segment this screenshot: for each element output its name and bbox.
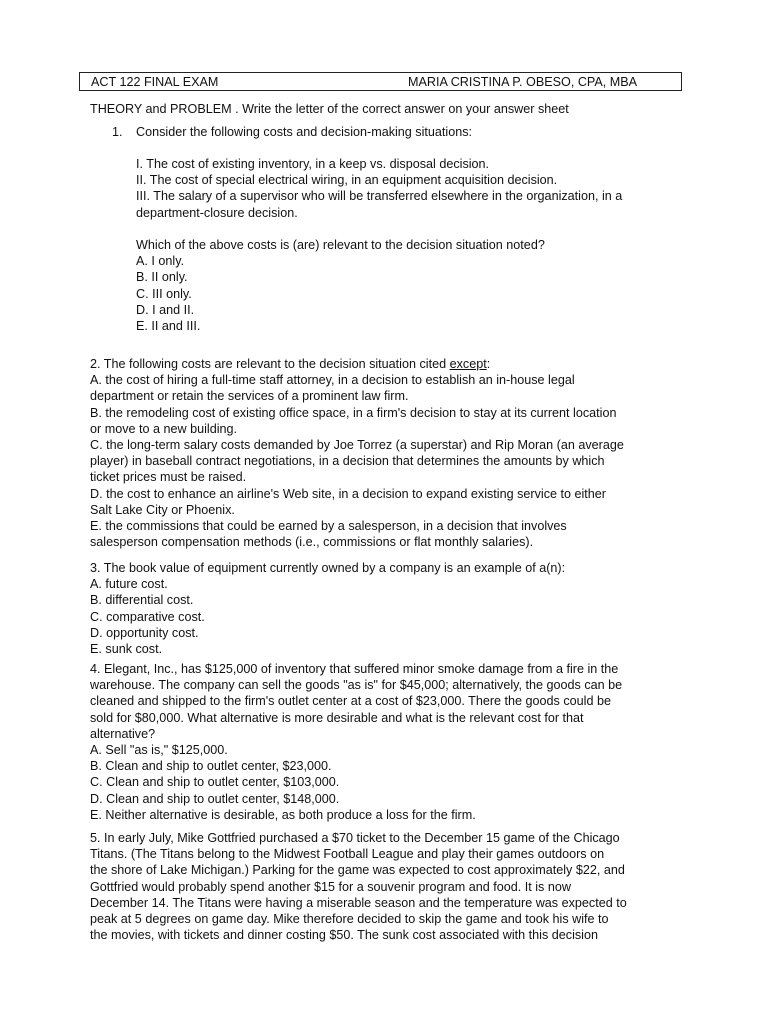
answer-option: E. sunk cost. [90,642,163,657]
answer-option: B. differential cost. [90,593,194,608]
question-prompt [136,237,696,334]
question-line: the shore of Lake Michigan.) Parking for the game was expected to cost approximately $22, and [90,863,625,878]
answer-option: A. future cost. [90,577,168,592]
answer-line: ticket prices must be raised. [90,470,247,485]
question-line: Titans. (The Titans belong to the Midwest Football League and play their games outdoors on [90,847,605,862]
answer-line: player) in baseball contract negotiations, in a decision that determines the amounts by which [90,454,605,469]
answer-option: B. Clean and ship to outlet center, $23,000. [90,759,332,774]
answer-option: A. I only. [136,254,185,269]
question-line: alternative? [90,726,156,741]
question-5 [90,830,690,943]
answer-option: E. Neither alternative is desirable, as both produce a loss for the firm. [90,807,476,822]
cost-item: III. The salary of a supervisor who will be transferred elsewhere in the organization, in a [136,189,623,204]
question-line: 4. Elegant, Inc., has $125,000 of inventory that suffered minor smoke damage from a fire in the [90,662,619,676]
prompt-text: Which of the above costs is (are) relevant to the decision situation noted? [136,238,545,252]
instructions: THEORY and PROBLEM . Write the letter of the correct answer on your answer sheet [90,102,569,116]
answer-option: D. opportunity cost. [90,625,199,640]
answer-option: C. comparative cost. [90,609,205,624]
answer-option: C. III only. [136,286,192,301]
answer-option: D. I and II. [136,302,195,317]
exam-header [79,72,682,91]
answer-option: D. Clean and ship to outlet center, $148,000. [90,791,340,806]
answer-option: A. Sell "as is," $125,000. [90,743,228,758]
instructor-name: MARIA CRISTINA P. OBESO, CPA, MBA [408,75,638,89]
question-4 [90,661,690,823]
question-line: 3. The book value of equipment currently owned by a company is an example of a(n): [90,561,566,575]
answer-line: or move to a new building. [90,421,238,436]
question-3 [90,560,690,657]
cost-item: I. The cost of existing inventory, in a keep vs. disposal decision. [136,157,490,171]
answer-line: D. the cost to enhance an airline's Web site, in a decision to expand existing service to either [90,486,607,501]
cost-item: department-closure decision. [136,205,298,220]
answer-option: C. Clean and ship to outlet center, $103,000. [90,775,340,790]
question-line: warehouse. The company can sell the goods "as is" for $45,000; alternatively, the goods can be [90,678,623,693]
question-2 [90,356,690,550]
question-line: the movies, with tickets and dinner costing $50. The sunk cost associated with this decision [90,928,598,943]
course-title: ACT 122 FINAL EXAM [91,75,219,89]
question-stem [90,356,690,372]
stem-colon: : [486,357,491,371]
answer-line: salesperson compensation methods (i.e., commissions or flat monthly salaries). [90,535,534,550]
cost-items [136,156,696,221]
answer-line: E. the commissions that could be earned by a salesperson, in a decision that involves [90,519,567,534]
answer-line: A. the cost of hiring a full-time staff attorney, in a decision to establish an in-house legal [90,373,575,388]
question-number: 1. [112,125,123,139]
cost-item: II. The cost of special electrical wiring, in an equipment acquisition decision. [136,173,558,188]
answer-option: B. II only. [136,270,188,285]
question-line: December 14. The Titans were having a miserable season and the temperature was expected to [90,895,627,910]
stem-text: 2. The following costs are relevant to the decision situation cited [90,357,450,371]
emphasis-except: except [449,357,487,371]
answer-line: department or retain the services of a prominent law firm. [90,389,409,404]
answer-line: B. the remodeling cost of existing office space, in a firm's decision to stay at its current location [90,405,617,420]
question-line: sold for $80,000. What alternative is more desirable and what is the relevant cost for that [90,710,584,725]
question-line: cleaned and shipped to the firm's outlet center at a cost of $23,000. There the goods could be [90,694,611,709]
answer-option: E. II and III. [136,319,201,334]
question-line: Gottfried would probably spend another $15 for a souvenir program and food. It is now [90,879,571,894]
answer-line: Salt Lake City or Phoenix. [90,502,235,517]
answer-line: C. the long-term salary costs demanded by Joe Torrez (a superstar) and Rip Moran (an average [90,438,624,453]
question-line: peak at 5 degrees on game day. Mike therefore decided to skip the game and took his wife to [90,912,609,927]
question-stem: Consider the following costs and decision-making situations: [136,125,473,139]
question-line: 5. In early July, Mike Gottfried purchased a $70 ticket to the December 15 game of the Chicago [90,831,620,845]
